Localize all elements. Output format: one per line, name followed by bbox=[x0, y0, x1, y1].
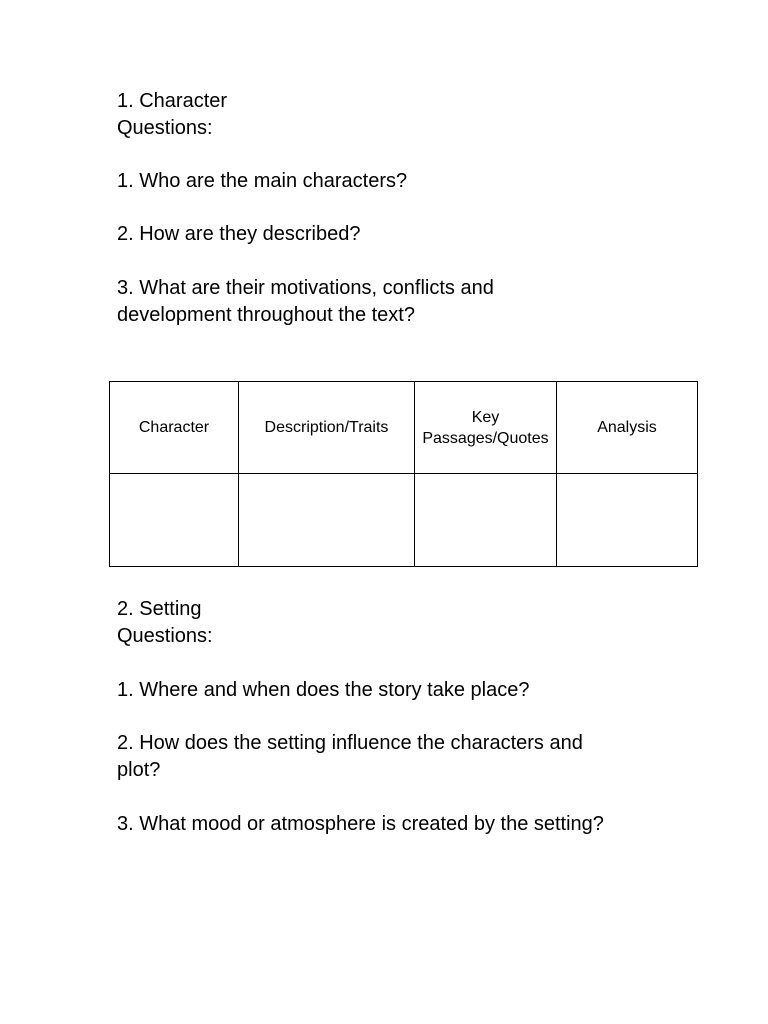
character-question-2 bbox=[117, 221, 657, 248]
table-cell-description[interactable] bbox=[239, 474, 415, 567]
table-cell-character[interactable] bbox=[110, 474, 239, 567]
heading-subtitle: Questions: bbox=[117, 625, 213, 647]
heading-subtitle: Questions: bbox=[117, 117, 213, 139]
header-label-line-1: Key bbox=[471, 408, 500, 426]
header-cell-description bbox=[239, 382, 415, 474]
header-label: Character bbox=[138, 419, 210, 436]
question-text-line-1: 2. How does the setting influence the characters and bbox=[117, 732, 583, 754]
character-analysis-table bbox=[109, 381, 698, 567]
character-question-1 bbox=[117, 168, 657, 195]
question-text: 1. Where and when does the story take place? bbox=[117, 679, 530, 701]
heading-title: 2. Setting bbox=[117, 598, 202, 620]
setting-question-1 bbox=[117, 677, 657, 704]
section-heading-setting bbox=[117, 596, 657, 650]
question-text-line-2: plot? bbox=[117, 759, 161, 781]
question-text-line-2: development throughout the text? bbox=[117, 304, 415, 326]
question-text: 1. Who are the main characters? bbox=[117, 170, 408, 192]
table-cell-key-passages[interactable] bbox=[415, 474, 557, 567]
table-header-row bbox=[110, 382, 698, 474]
header-label: Description/Traits bbox=[264, 419, 389, 436]
table-cell-analysis[interactable] bbox=[557, 474, 698, 567]
character-question-3 bbox=[117, 275, 657, 329]
header-cell-character bbox=[110, 382, 239, 474]
setting-question-2 bbox=[117, 730, 657, 784]
heading-title: 1. Character bbox=[117, 90, 228, 112]
header-cell-analysis bbox=[557, 382, 698, 474]
question-text: 3. What mood or atmosphere is created by the setting? bbox=[117, 813, 604, 835]
header-label-line-2: Passages/Quotes bbox=[422, 429, 549, 447]
header-cell-key-passages bbox=[415, 382, 557, 474]
question-text: 2. How are they described? bbox=[117, 223, 361, 245]
question-text-line-1: 3. What are their motivations, conflicts and bbox=[117, 277, 494, 299]
section-heading-character bbox=[117, 88, 657, 142]
setting-question-3 bbox=[117, 811, 657, 838]
header-label: Analysis bbox=[597, 419, 657, 436]
table-row bbox=[110, 474, 698, 567]
